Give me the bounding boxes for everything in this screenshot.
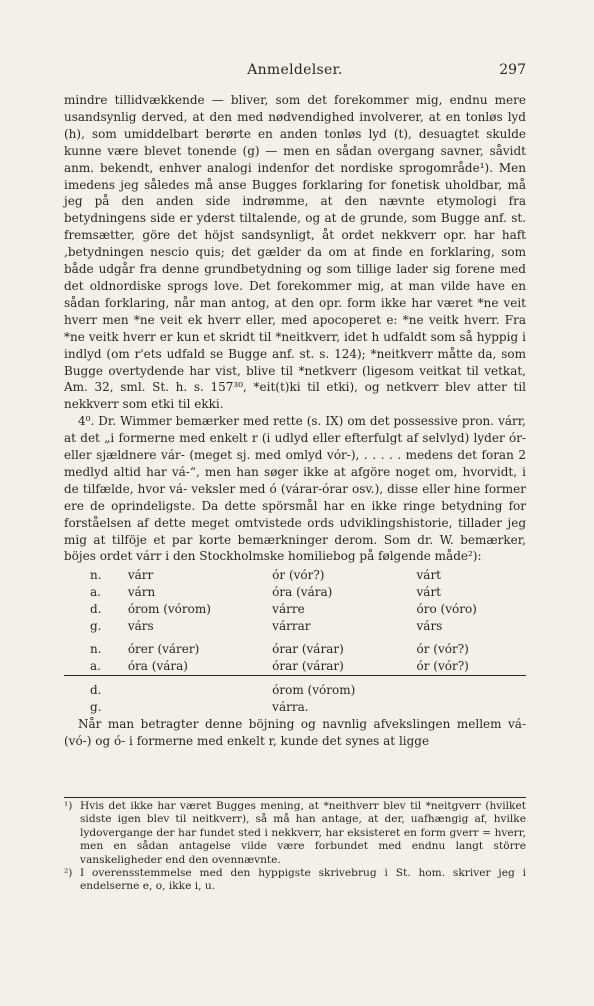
footnote-mark: ²) [64, 867, 73, 880]
footnote-2 [64, 867, 526, 894]
table-row: d. órom (vórom) várre óro (vóro) [90, 602, 477, 617]
footnote-text: Hvis det ikke har været Bugges mening, at *neithverr blev til *neitgverr (hvilket sidste igen blev til neitkverr), så må han antage, at der, uafhængig af, hvilke lydovergange der har fundet sted i nekkverr, har eksisteret en form gverr = hverr, men en sådan antagelse vilde være forbundet med endnu langt större vanskeligheder end den ovennævnte. [80, 800, 526, 866]
paragraph-after-table: Når man betragter denne böjning og navnlig afvekslingen mellem vá- (vó-) og ó- i formerne med enkelt r, kunde det synes at ligge [64, 716, 526, 748]
footnotes [64, 797, 526, 894]
footnote-1 [64, 800, 526, 867]
running-header [64, 62, 526, 82]
table-row: a. várn óra (vára) várt [90, 585, 442, 600]
running-title: Anmeldelser. [247, 62, 343, 78]
footnote-mark: ¹) [64, 800, 73, 812]
paragraph-continuation: mindre tillidvækkende — bliver, som det forekommer mig, endnu mere usandsynlig derved, at den med nødvendighed involverer, at en tonløs lyd (h), som umiddelbart berørte en anden tonløs lyd (t), desuagtet skulde kunne være blevet tonende (g) — men en sådan overgang savner, såvidt anm. bekendt, enhver analogi indenfor det nordiske sprogområde¹). Men imedens jeg således må anse Bugges forklaring for fonetisk uholdbar, må jeg på den anden side indrømme, at den nævnte etymologi fra betydningens side er yderst tiltalende, og at de grunde, som Bugge anf. st. fremsætter, göre det höjst sandsynligt, åt ordet nekkverr opr. har haft ‚betydningen nescio quis; det gælder da om at finde en forklaring, som både udgår fra denne grundbetydning og som tillige lader sig forene med det oldnordiske sprogs love. Det forekommer mig, at man vilde have en sådan forklaring, når man antog, at den opr. form ikke har været *ne veit hverr men *ne veit ek hverr eller, med apocoperet e: *ne veitk hverr. Fra *ne veitk hverr er kun et skridt til *neitkverr, idet h udfaldt som så hyppig i indlyd (om r'ets udfald se Bugge anf. st. s. 124); *neitkverr måtte da, som Bugge overtydende har vist, blive til *netkverr (ligesom veitkat til vetkat, Am. 32, sml. St. h. s. 157³⁰, *eit(t)ki til etki), og netkverr blev atter til nekkverr som etki til ekki. [64, 93, 526, 412]
paragraph-section-4: 4⁰. Dr. Wimmer bemærker med rette (s. IX) om det possessive pron. várr, at det „i formerne med enkelt r (i udlyd eller efterfulgt af selvlyd) lyder ór- eller sjældnere vár- (meget sj. med omlyd vór-), . . . . . medens det foran 2 medlyd altid har vá-“, men han søger ikke at afgöre noget om, hvorvidt, i de tilfælde, hvor vá- veksler med ó (várar-órar osv.), disse eller hine former ere de oprindeligste. Da dette spörsmål har en ikke ringe betydning for forståelsen af dette meget omtvistede ords udviklingshistorie, tillader jeg mig at tilföje et par korte bemærkninger derom. Som dr. W. bemærker, böjes ordet várr i den Stockholmske homiliebog på følgende måde²): [64, 414, 526, 564]
table-row: n. órer (várer) órar (várar) ór (vór?) [90, 642, 469, 656]
footnote-text: I overensstemmelse med den hyppigste skrivebrug i St. hom. skriver jeg i endelserne e, o, ikke i, u. [80, 867, 526, 893]
table-row: g. várra. [90, 699, 309, 714]
page-number: 297 [499, 62, 526, 78]
table-row: n. várr ór (vór?) várt [90, 568, 442, 583]
table-row: g. várs várrar várs [90, 619, 443, 634]
main-text [64, 92, 526, 749]
table-row: a. óra (vára) órar (várar) ór (vór?) [64, 658, 526, 676]
table-row: d. órom (vórom) [90, 682, 356, 697]
declension-table [64, 567, 526, 715]
